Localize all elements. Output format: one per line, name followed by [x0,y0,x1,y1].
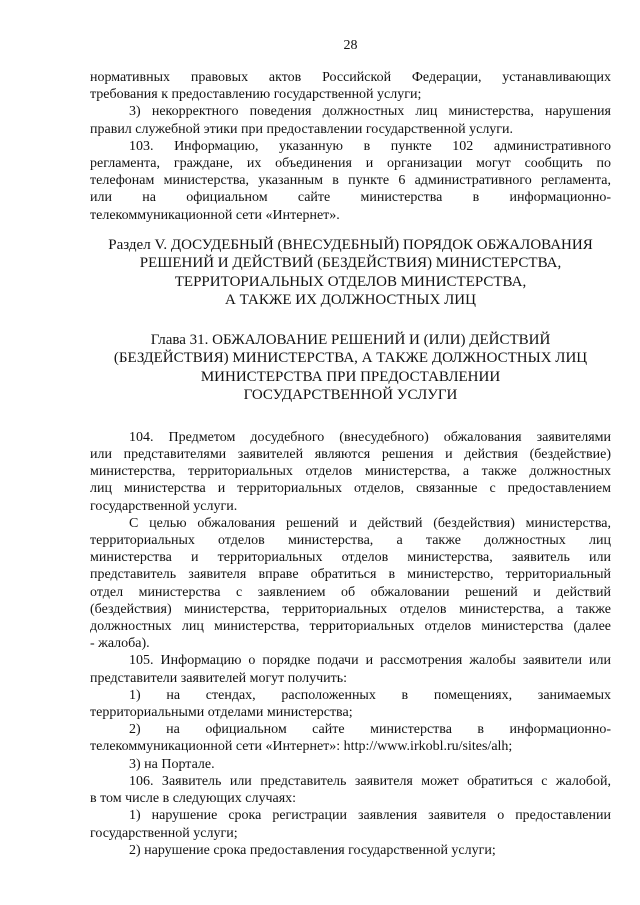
section-heading [90,236,611,310]
text-line: должностных лиц министерства, территориальных отделов министерства (далее [90,619,611,635]
text-line: телекоммуникационной сети «Интернет»: http://www.irkobl.ru/sites/alh; [90,739,513,755]
text-line: лиц министерства и территориальных отделов, связанные с предоставлением [90,481,611,497]
text-line: отдел министерства с заявлением об обжаловании решений и действий [90,584,611,600]
text-line: министерства, территориальных отделов министерства, а также должностных [90,464,611,480]
paragraph-106 [90,773,611,807]
document-body [90,69,611,859]
paragraph-106-item-2 [90,842,611,859]
text-line: 2) на официальном сайте министерства в информационно- [129,722,611,738]
text-line: правил служебной этики при предоставлении государственной услуги. [90,121,514,137]
text-line: или представителями заявителей являются решения и действия (бездействие) [90,447,611,463]
text-line: 3) некорректного поведения должностных лиц министерства, нарушения [129,104,611,120]
text-line: (бездействия) министерства, территориальных отделов министерства, а также [90,601,611,617]
paragraph-105-item-3 [90,756,611,773]
heading-line: Раздел V. ДОСУДЕБНЫЙ (ВНЕСУДЕБНЫЙ) ПОРЯДОК ОБЖАЛОВАНИЯ [108,236,593,253]
heading-line: А ТАКЖЕ ИХ ДОЛЖНОСТНЫХ ЛИЦ [225,292,476,309]
text-line: министерства и территориальных отделов министерства, заявитель или [90,550,611,566]
text-line: регламента, граждане, их объединения и организации могут сообщить по [90,156,611,172]
chapter-heading [90,331,611,405]
heading-line: ГОСУДАРСТВЕННОЙ УСЛУГИ [243,387,458,404]
heading-line: (БЕЗДЕЙСТВИЯ) МИНИСТЕРСТВА, А ТАКЖЕ ДОЛЖНОСТНЫХ ЛИЦ [113,350,588,367]
paragraph-105-item-2 [90,721,611,755]
text-line: государственной услуги; [90,825,238,841]
heading-line: РЕШЕНИЙ И ДЕЙСТВИЙ (БЕЗДЕЙСТВИЯ) МИНИСТЕРСТВА, [139,255,562,272]
text-line: 105. Информацию о порядке подачи и рассмотрения жалобы заявители или [129,653,611,669]
page-number: 28 [343,38,358,53]
paragraph-104-appeal [90,515,611,653]
paragraph-104 [90,429,611,515]
text-line: С целью обжалования решений и действий (бездействия) министерства, [129,515,611,531]
text-line: нормативных правовых актов Российской Федерации, устанавливающих [90,70,611,85]
paragraph-105-item-1 [90,687,611,721]
heading-line: Глава 31. ОБЖАЛОВАНИЕ РЕШЕНИЙ И (ИЛИ) ДЕЙСТВИЙ [150,331,551,348]
text-line: в том числе в следующих случаях: [90,791,297,807]
text-line: телефонам министерства, указанным в пункте 6 административного регламента, [90,173,611,189]
text-line: 2) нарушение срока предоставления государственной услуги; [129,842,496,858]
text-line: или на официальном сайте министерства в информационно- [90,190,611,206]
text-line: требования к предоставлению государственной услуги; [90,87,422,103]
text-line: 103. Информацию, указанную в пункте 102 административного [129,138,611,154]
heading-line: ТЕРРИТОРИАЛЬНЫХ ОТДЕЛОВ МИНИСТЕРСТВА, [174,273,527,290]
text-line: территориальных отделов министерства, а также должностных лиц [90,533,611,549]
paragraph-continuation [90,69,611,103]
paragraph-105 [90,652,611,686]
text-line: представители заявителей могут получить: [90,670,348,686]
text-line: 3) на Портале. [129,756,215,772]
text-line: - жалоба). [90,636,150,652]
text-line: 1) на стендах, расположенных в помещениях, занимаемых [129,687,611,703]
text-line: 104. Предметом досудебного (внесудебного) обжалования заявителями [129,429,611,445]
text-line: территориальными отделами министерства; [90,705,353,721]
text-line: 1) нарушение срока регистрации заявления заявителя о предоставлении [129,808,611,824]
text-line: телекоммуникационной сети «Интернет». [90,207,340,223]
text-line: 106. Заявитель или представитель заявителя может обратиться с жалобой, [129,773,611,789]
paragraph-103 [90,138,611,224]
text-line: государственной услуги. [90,498,238,514]
paragraph-item-3 [90,103,611,137]
paragraph-106-item-1 [90,807,611,841]
text-line: представитель заявителя вправе обратиться в министерство, территориальный [90,567,611,583]
heading-line: МИНИСТЕРСТВА ПРИ ПРЕДОСТАВЛЕНИИ [200,368,501,385]
